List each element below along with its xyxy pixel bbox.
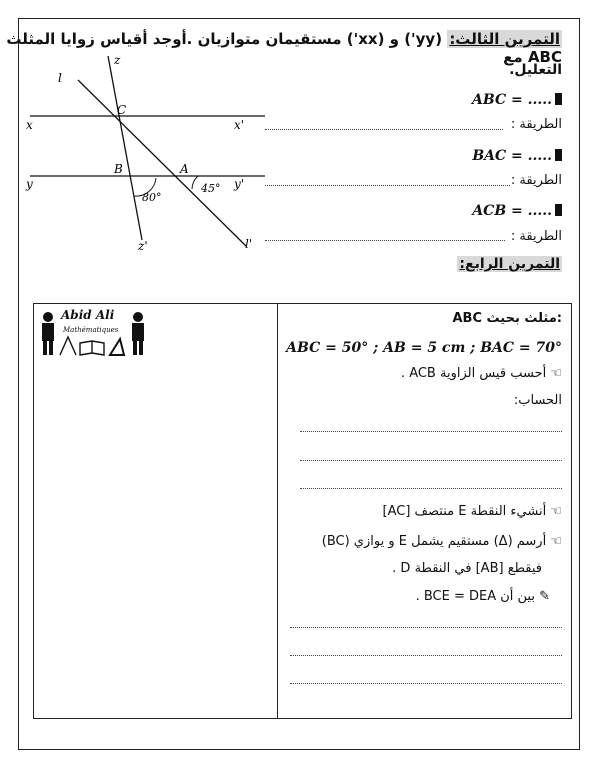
exercise4-divider (277, 303, 278, 719)
angle-45-arc (192, 176, 198, 189)
label-z-prime: z' (138, 239, 148, 253)
question-4 (416, 589, 550, 604)
hand-pointer-icon: ☜ (546, 366, 562, 381)
exercise4-heading: التمرين الرابع: (459, 256, 560, 272)
logo-name: Abid Ali (61, 308, 115, 322)
angle-bac-label: BAC = ..... (472, 148, 552, 164)
angle-80-label: 80° (142, 191, 162, 204)
label-l: l (58, 71, 62, 85)
parallel-lines-figure (20, 50, 270, 265)
angle-abc-label: ABC = ..... (472, 92, 552, 108)
exercise3-statement: (yy') و (xx') مستقيمان متوازيان .أوجد أقياس زوايا المثلث ABC مع (6, 30, 562, 66)
label-l-prime: l' (245, 237, 253, 251)
answer-dotted-line[interactable] (290, 627, 562, 628)
logo-book-icon (80, 341, 104, 355)
angle-abc-method: الطريقة : (510, 117, 562, 132)
label-point-a: A (180, 162, 189, 176)
triangle-givens: ABC = 50° ; AB = 5 cm ; BAC = 70° (286, 340, 562, 356)
label-point-b: B (114, 162, 123, 176)
logo-subtitle: Mathématiques (63, 326, 119, 334)
label-y: y (26, 177, 33, 191)
label-x-prime: x' (234, 118, 245, 132)
logo-figure-left-body-icon (42, 323, 54, 341)
label-x: x (26, 118, 33, 132)
logo-easel-icon (60, 337, 76, 355)
logo-figure-right-leg-icon (133, 341, 137, 355)
answer-dotted-line[interactable] (300, 488, 562, 489)
label-y-prime: y' (234, 177, 245, 191)
angle-abc-answer (472, 92, 562, 108)
line-ll (78, 80, 246, 246)
hand-pointer-icon: ☜ (546, 534, 562, 549)
bullet-square-icon (555, 149, 562, 161)
angle-acb-method: الطريقة : (510, 229, 562, 244)
answer-dotted-line[interactable] (290, 655, 562, 656)
angle-bac-method: الطريقة : (510, 173, 562, 188)
label-point-c: C (117, 103, 127, 117)
answer-dotted-line[interactable] (300, 431, 562, 432)
question-1-text: أحسب قيس الزاوية ACB . (400, 366, 547, 381)
bullet-square-icon (555, 204, 562, 216)
answer-dotted-line[interactable] (265, 240, 505, 241)
logo-set-square-icon (110, 339, 124, 355)
exercise3-heading: التمرين الثالث: (449, 30, 560, 48)
answer-dotted-line[interactable] (265, 185, 510, 186)
answer-dotted-line[interactable] (265, 129, 503, 130)
logo-figure-left-leg-icon (49, 341, 53, 355)
question-2-text: أنشيء النقطة E منتصف [AC] (382, 504, 547, 519)
logo-figure-right-head-icon (133, 312, 143, 322)
angle-acb-label: ACB = ..... (472, 203, 552, 219)
logo-figure-left-head-icon (43, 312, 53, 322)
question-3 (322, 534, 562, 549)
question-1 (401, 366, 562, 381)
pencil-icon: ✎ (534, 589, 550, 604)
question-2 (383, 504, 562, 519)
question-3-text: أرسم (Δ) مستقيم يشمل E و يوازي (BC) (321, 534, 547, 549)
triangle-intro: ABC مثلث بحيث: (452, 311, 562, 326)
calculation-label: الحساب: (513, 393, 562, 408)
question-4-text: بين أن BCE = DEA . (415, 589, 535, 604)
logo-figure-right-leg-icon (139, 341, 143, 355)
exercise4-heading-line (457, 256, 562, 272)
hand-pointer-icon: ☜ (546, 504, 562, 519)
answer-dotted-line[interactable] (300, 460, 562, 461)
label-z: z (114, 53, 121, 67)
question-3-cont: فيقطع [AB] في النقطة D . (392, 561, 542, 576)
logo-figure-left-leg-icon (43, 341, 47, 355)
answer-dotted-line[interactable] (290, 683, 562, 684)
logo-figure-right-body-icon (132, 323, 144, 341)
exercise3-statement-cont: التعليل. (509, 62, 562, 78)
angle-acb-answer (472, 203, 562, 219)
angle-bac-answer (472, 148, 562, 164)
line-zz (108, 56, 142, 240)
angle-45-label: 45° (201, 182, 221, 195)
bullet-square-icon (555, 93, 562, 105)
